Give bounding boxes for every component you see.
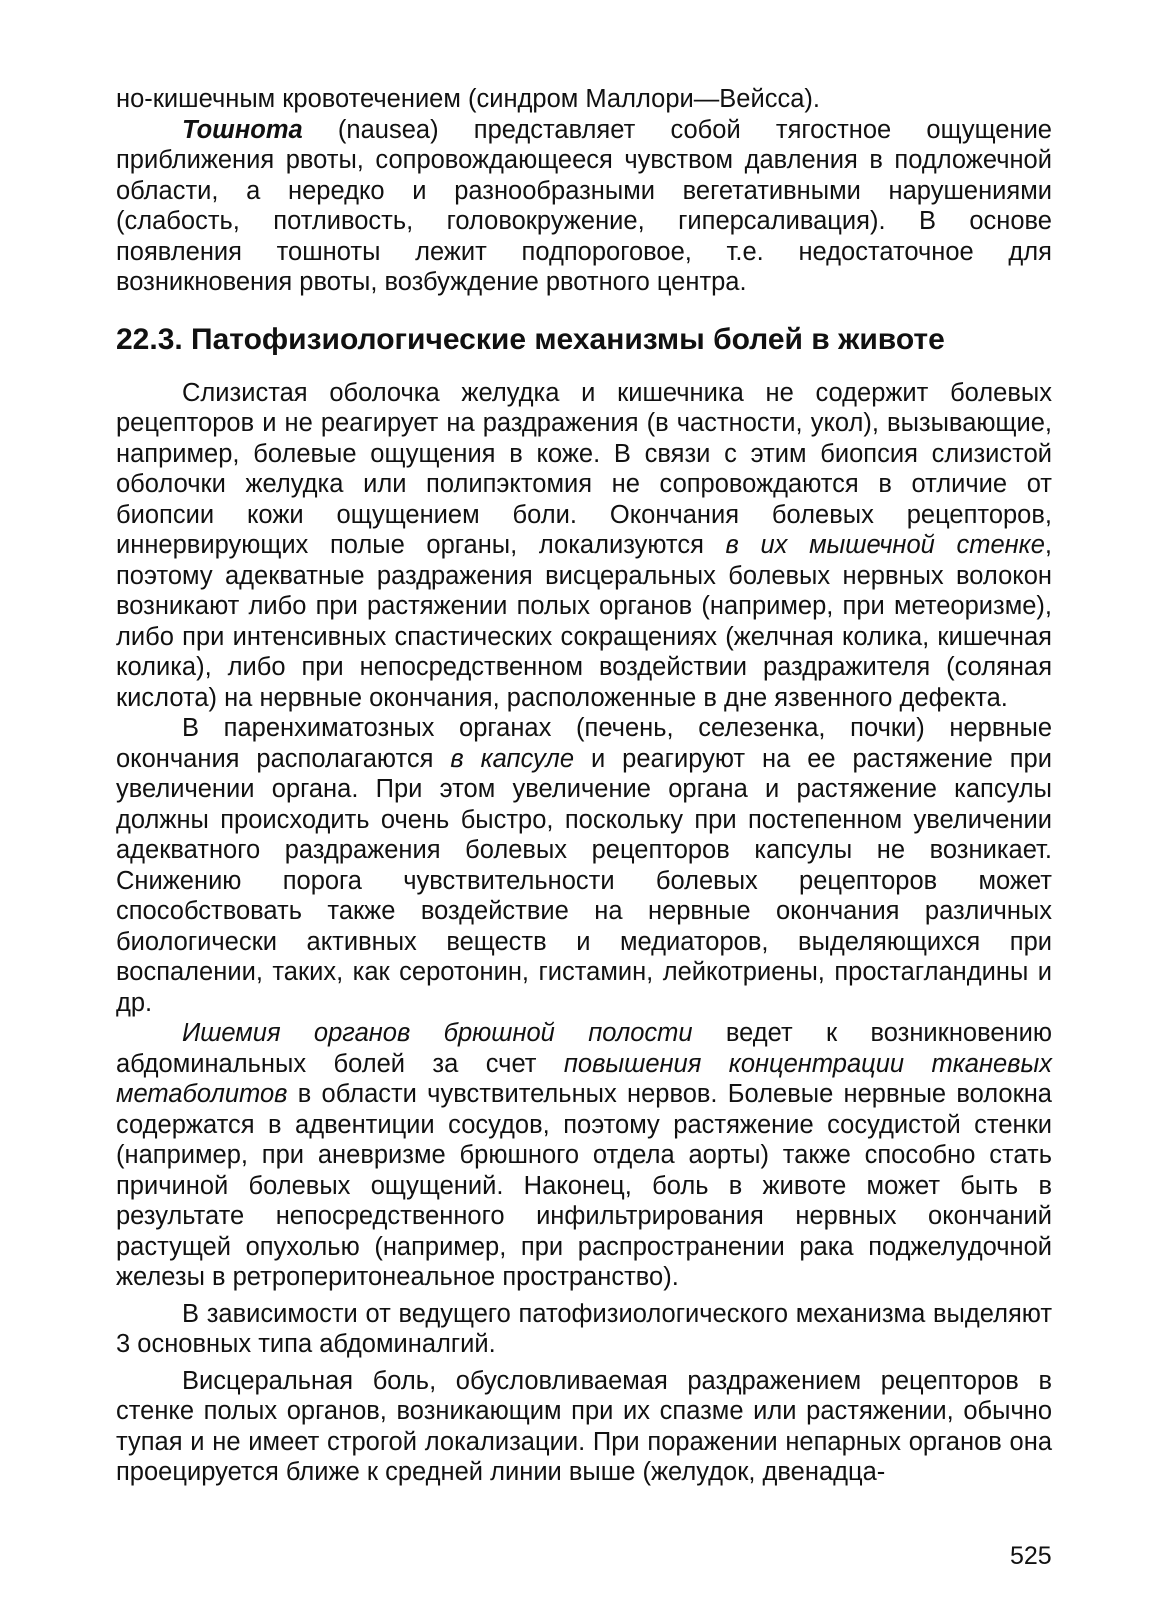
paragraph-nausea: [116, 115, 1052, 298]
italic-phrase: повышения концентрации тканевых метаболитов: [116, 1049, 1052, 1108]
paragraph-text: Висцеральная боль, обусловливаемая раздражением рецепторов в стенке полых органов, возникающим при их спазме или растяжении, обычно тупая и не имеет строгой локализации. При поражении непарных органов она проецируется ближе к средней линии выше (желудок, двенадца-: [116, 1366, 1052, 1486]
italic-phrase: в их мышечной стенке: [725, 531, 1045, 559]
paragraph-parenchymal: [116, 713, 1052, 1018]
term-nausea: Тошнота: [182, 115, 303, 144]
italic-phrase: в капсуле: [450, 744, 575, 773]
page-number: 525: [1010, 1542, 1052, 1570]
page-body: [116, 84, 1052, 1488]
paragraph-text: ведет к возникновению абдоминальных болей за счет: [116, 1019, 1052, 1078]
paragraph-text: и реагируют на ее растяжение при увеличении органа. При этом увеличение органа и растяжение капсулы должны происходить очень быстро, поскольку при постепенном увеличении адекватного раздражения болевых рецепторов капсулы не возникает. Снижению порога чувствительности болевых рецепторов может способствовать также воздействие на нервные окончания различных биологически активных веществ и медиаторов, выделяющихся при воспалении, таких, как серотонин, гистамин, лейкотриены, простагландины и др.: [116, 744, 1052, 1017]
paragraph-continuation: [116, 84, 1052, 115]
paragraph-text: но-кишечным кровотечением (синдром Маллори—Вейсса).: [116, 85, 820, 113]
paragraph-types: [116, 1299, 1052, 1360]
section-heading: 22.3. Патофизиологические механизмы болей в животе: [116, 322, 945, 356]
paragraph-text: , поэтому адекватные раздражения висцеральных болевых нервных волокон возникают либо при растяжении полых органов (например, при метеоризме), либо при интенсивных спастических сокращениях (желчная колика, кишечная колика), либо при непосредственном воздействии раздражителя (соляная кислота) на нервные окончания, расположенные в дне язвенного дефекта.: [116, 531, 1052, 712]
paragraph-visceral-pain: [116, 1366, 1052, 1488]
paragraph-text: в области чувствительных нервов. Болевые нервные волокна содержатся в адвентиции сосудов, поэтому растяжение сосудистой стенки (например, при аневризме брюшного отдела аорты) также способно стать причиной болевых ощущений. Наконец, боль в животе может быть в результате непосредственного инфильтрирования нервных окончаний растущей опухолью (например, при распространении рака поджелудочной железы в ретроперитонеальное пространство).: [116, 1080, 1052, 1291]
paragraph-ischemia: [116, 1018, 1052, 1293]
paragraph-text: Слизистая оболочка желудка и кишечника не содержит болевых рецепторов и не реагирует на раздражения (в частности, укол), вызывающие, например, болевые ощущения в коже. В связи с этим биопсия слизистой оболочки желудка или полипэктомия не сопровождаются в отличие от биопсии кожи ощущением боли. Окончания болевых рецепторов, иннервирующих полые органы, локализуются: [116, 378, 1052, 559]
paragraph-text: (nausea) представляет собой тягостное ощущение приближения рвоты, сопровождающееся чувством давления в подложечной области, а нередко и разнообразными вегетативными нарушениями (слабость, потливость, головокружение, гиперсаливация). В основе появления тошноты лежит подпороговое, т.е. недостаточное для возникновения рвоты, возбуждение рвотного центра.: [116, 115, 1052, 296]
paragraph-text: В зависимости от ведущего патофизиологического механизма выделяют 3 основных типа абдоминалгий.: [116, 1299, 1052, 1358]
paragraph-mucosa: [116, 378, 1052, 714]
italic-phrase: Ишемия органов брюшной полости: [182, 1019, 693, 1047]
paragraph-text: В паренхиматозных органах (печень, селезенка, почки) нервные окончания располагаются: [116, 714, 1052, 773]
